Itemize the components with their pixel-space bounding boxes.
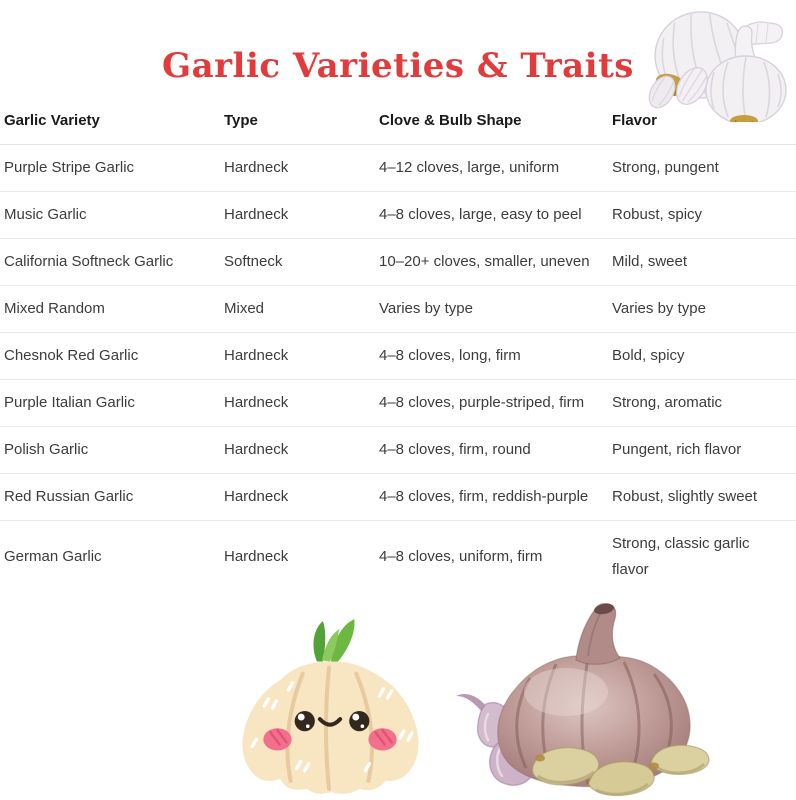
cell-type: Hardneck [224,333,379,380]
cell-shape: 4–8 cloves, uniform, firm [379,548,543,565]
table-row [0,145,796,192]
col-header-clove-bulb-shape: Clove & Bulb Shape [379,103,612,145]
cell-type: Hardneck [224,192,379,239]
cell-variety: Music Garlic [0,192,224,239]
col-header-type: Type [224,103,379,145]
garlic-table [0,103,796,593]
table-row [0,474,796,521]
cell-flavor: Strong, aromatic [612,380,796,427]
cell-type: Mixed [224,286,379,333]
cell-type: Hardneck [224,145,379,192]
cell-flavor: Robust, spicy [612,192,796,239]
cell-flavor: Robust, slightly sweet [612,474,796,521]
cell-shape: 4–8 cloves, purple-striped, firm [379,380,612,427]
cell-variety: German Garlic [4,548,102,565]
cell-flavor: Strong, classic garlic flavor [612,535,750,578]
page-title: Garlic Varieties & Traits [162,46,634,86]
cell-flavor: Strong, pungent [612,145,796,192]
cell-variety: California Softneck Garlic [0,239,224,286]
cell-type: Softneck [224,239,379,286]
cell-flavor: Mild, sweet [612,239,796,286]
table-row [0,286,796,333]
cell-variety: Purple Stripe Garlic [0,145,224,192]
watercolor-garlic-illustration [448,596,724,800]
table-row [0,380,796,427]
cell-variety: Chesnok Red Garlic [0,333,224,380]
col-header-garlic-variety: Garlic Variety [0,103,224,145]
cell-type: Hardneck [224,427,379,474]
table-header-row [0,103,796,145]
cell-type: Hardneck [224,380,379,427]
table-row [0,333,796,380]
col-header-flavor: Flavor [612,103,796,145]
cell-variety: Red Russian Garlic [0,474,224,521]
cell-variety: Polish Garlic [0,427,224,474]
cell-shape: 4–8 cloves, firm, round [379,427,612,474]
cell-type: Hardneck [224,474,379,521]
cell-flavor: Bold, spicy [612,333,796,380]
table-row [0,239,796,286]
cell-shape: 4–8 cloves, large, easy to peel [379,192,612,239]
cell-variety: Purple Italian Garlic [0,380,224,427]
table-row [0,192,796,239]
cell-flavor: Varies by type [612,286,796,333]
table-row [0,427,796,474]
garlic-bulb-cloves-icon [448,596,724,800]
kawaii-garlic-illustration [232,617,426,797]
cell-shape: Varies by type [379,286,612,333]
cell-flavor: Pungent, rich flavor [612,427,796,474]
cell-shape: 4–12 cloves, large, uniform [379,145,612,192]
kawaii-garlic-icon [232,617,426,797]
cell-variety: Mixed Random [0,286,224,333]
cell-shape: 4–8 cloves, firm, reddish-purple [379,474,612,521]
cell-shape: 10–20+ cloves, smaller, uneven [379,239,612,286]
cell-shape: 4–8 cloves, long, firm [379,333,612,380]
cell-type: Hardneck [224,548,289,565]
table-row [0,521,796,594]
